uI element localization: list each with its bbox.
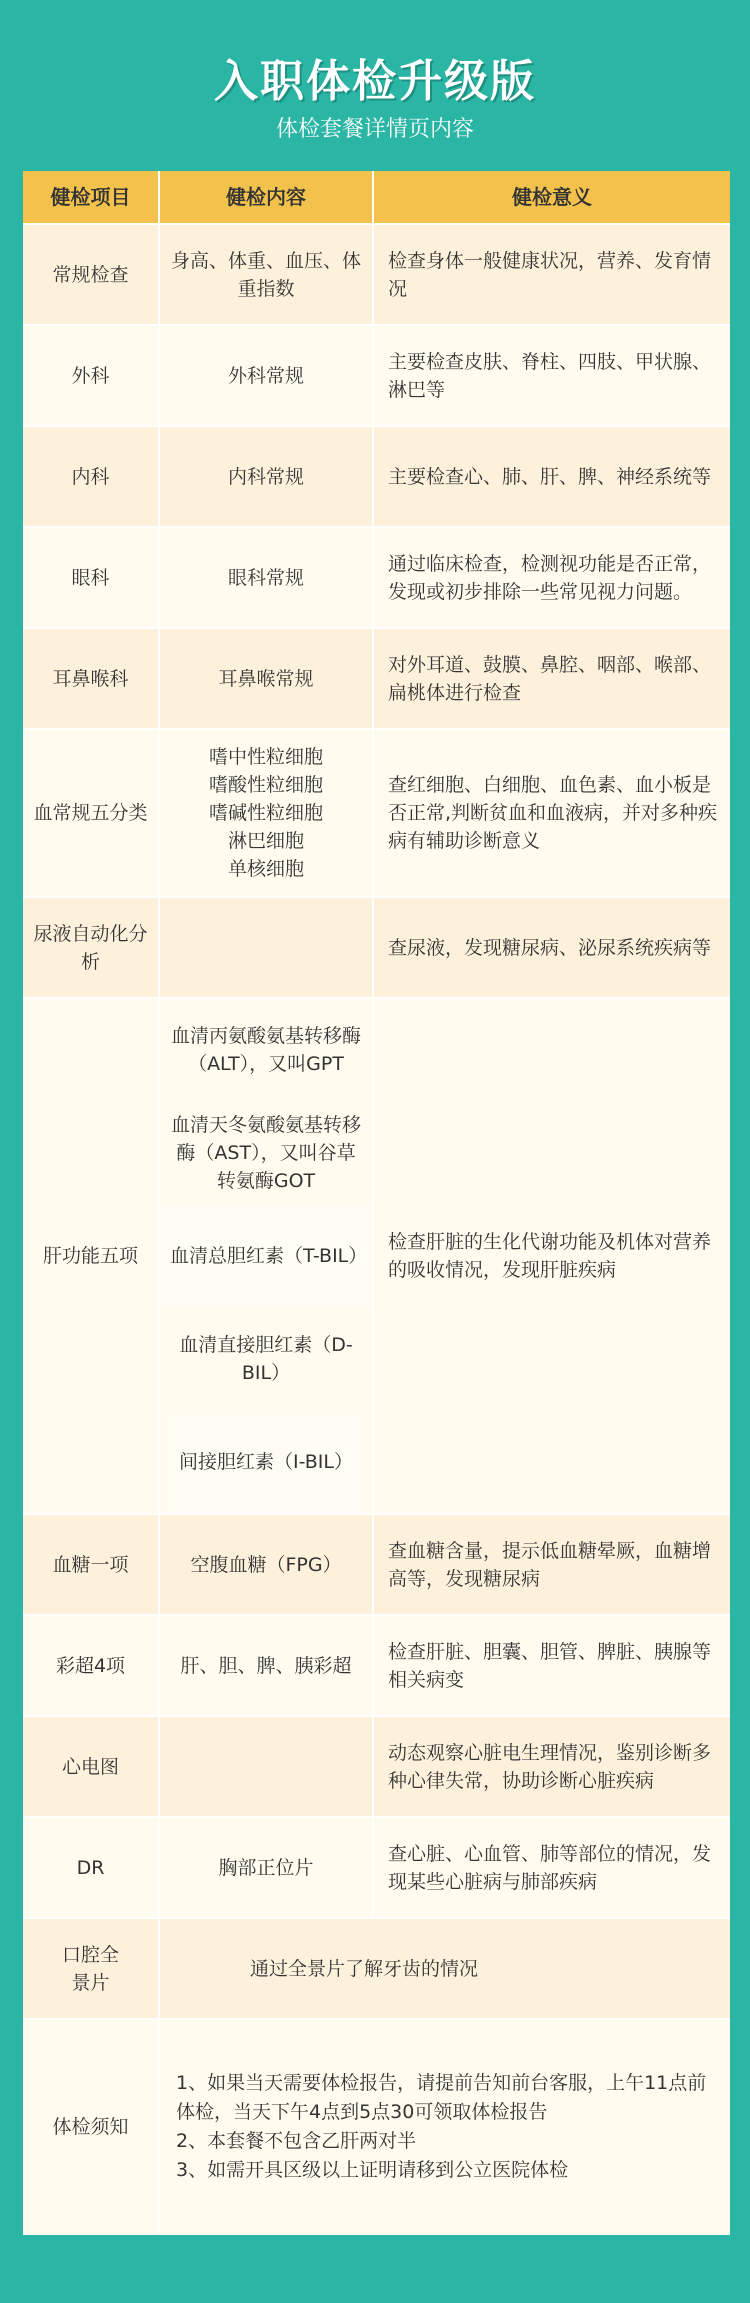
row-content: 眼科常规 (160, 528, 374, 629)
row-merged-content: 通过全景片了解牙齿的情况 (160, 1919, 730, 2020)
row-item: 彩超4项 (23, 1616, 160, 1717)
row-content (160, 999, 374, 1515)
row-content (160, 1717, 374, 1818)
row-item: 眼科 (23, 528, 160, 629)
notes-content (160, 2020, 730, 2234)
content-item: 血清天冬氨酸氨基转移酶（AST），又叫谷草转氨酶GOT (170, 1114, 361, 1193)
row-item: 外科 (23, 326, 160, 427)
row-content: 胸部正位片 (160, 1818, 374, 1919)
row-content: 耳鼻喉常规 (160, 629, 374, 730)
row-meaning: 查血糖含量，提示低血糖晕厥，血糖增高等，发现糖尿病 (374, 1515, 730, 1616)
content-line: 单核细胞 (227, 858, 304, 880)
row-meaning: 检查肝脏的生化代谢功能及机体对营养的吸收情况，发现肝脏疾病 (374, 999, 730, 1515)
page-subtitle: 体检套餐详情页内容 (275, 117, 474, 142)
content-line: 淋巴细胞 (227, 830, 304, 852)
row-item: 心电图 (23, 1717, 160, 1818)
row-item: 内科 (23, 427, 160, 528)
row-meaning: 查尿液，发现糖尿病、泌尿系统疾病等 (374, 898, 730, 999)
page-header (0, 0, 750, 170)
content-item: 血清总胆红素（T-BIL） (160, 1205, 372, 1308)
row-content (160, 730, 374, 898)
row-meaning: 检查肝脏、胆囊、胆管、脾脏、胰腺等相关病变 (374, 1616, 730, 1717)
row-item: 尿液自动化分析 (23, 898, 160, 999)
row-item: DR (23, 1818, 160, 1919)
row-meaning: 查心脏、心血管、肺等部位的情况，发现某些心脏病与肺部疾病 (374, 1818, 730, 1919)
content-line: 嗜中性粒细胞 (208, 746, 323, 768)
row-item: 口腔全景片 (23, 1919, 160, 2020)
row-content (160, 898, 374, 999)
row-meaning: 主要检查心、肺、肝、脾、神经系统等 (374, 427, 730, 528)
row-meaning: 动态观察心脏电生理情况，鉴别诊断多种心律失常，协助诊断心脏疾病 (374, 1717, 730, 1818)
content-item: 血清直接胆红素（D-BIL） (179, 1333, 353, 1384)
row-item: 肝功能五项 (23, 999, 160, 1515)
row-meaning: 主要检查皮肤、脊柱、四肢、甲状腺、淋巴等 (374, 326, 730, 427)
content-item: 血清丙氨酸氨基转移酶（ALT），又叫GPT (170, 1025, 361, 1076)
notes-title: 体检须知 (23, 2020, 160, 2234)
column-header-meaning: 健检意义 (374, 171, 730, 225)
row-item: 常规检查 (23, 225, 160, 326)
row-content: 外科常规 (160, 326, 374, 427)
checkup-table (23, 171, 730, 2235)
column-header-content: 健检内容 (160, 171, 374, 225)
row-content: 空腹血糖（FPG） (160, 1515, 374, 1616)
row-meaning: 对外耳道、鼓膜、鼻腔、咽部、喉部、扁桃体进行检查 (374, 629, 730, 730)
row-content: 内科常规 (160, 427, 374, 528)
row-meaning: 查红细胞、白细胞、血色素、血小板是否正常,判断贫血和血液病，并对多种疾病有辅助诊断意义 (374, 730, 730, 898)
row-meaning: 通过临床检查，检测视功能是否正常，发现或初步排除一些常见视力问题。 (374, 528, 730, 629)
row-item: 血糖一项 (23, 1515, 160, 1616)
content-item: 间接胆红素（I-BIL） (169, 1410, 363, 1513)
row-meaning: 检查身体一般健康状况，营养、发育情况 (374, 225, 730, 326)
column-header-item: 健检项目 (23, 171, 160, 225)
note-line: 3、如需开具区级以上证明请移到公立医院体检 (176, 2159, 569, 2181)
page-title: 入职体检升级版 (214, 56, 536, 107)
content-line: 嗜碱性粒细胞 (208, 802, 323, 824)
content-line: 嗜酸性粒细胞 (208, 774, 323, 796)
note-line: 2、本套餐不包含乙肝两对半 (176, 2130, 417, 2152)
note-line: 1、如果当天需要体检报告，请提前告知前台客服，上午11点前体检，当天下午4点到5点30可领取体检报告 (176, 2072, 707, 2123)
row-content: 身高、体重、血压、体重指数 (160, 225, 374, 326)
row-item: 耳鼻喉科 (23, 629, 160, 730)
row-content: 肝、胆、脾、胰彩超 (160, 1616, 374, 1717)
row-item: 血常规五分类 (23, 730, 160, 898)
